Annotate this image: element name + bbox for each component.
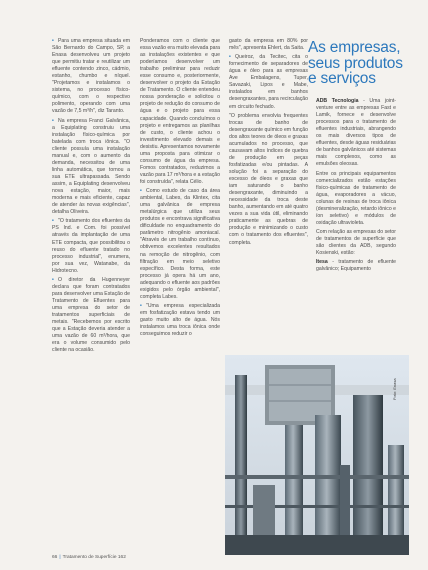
bullet-icon: • — [52, 218, 54, 225]
bullet-icon: • — [140, 188, 142, 195]
paragraph — [140, 303, 220, 338]
paragraph-text: - Uma joint-venture entre as empresas Fast e Lamik, fornece e desenvolve processos para o tratamento de efluentes industriais, abrangendo os mais diversos tipos de efluentes, desde águas residuárias de banhos galvânicos até sistemas mais complexos, como as emulsões oleosas. — [316, 98, 397, 168]
paragraph — [140, 188, 220, 301]
paragraph — [140, 38, 220, 186]
paragraph — [52, 38, 130, 116]
paragraph — [229, 38, 308, 52]
paragraph-text: Ponderamos com o cliente que essa vazão era muito elevada para as instalações existentes e que poderíamos desenvolver um trabalho preliminar para reduzir esse consumo e, posteriormente, desenvolver o projeto da Estação de Tratamento. O cliente entendeu nossa ponderação e solicitou o projeto de redução do consumo de água e o projeto para essa capacidade. Quando concluímos o projeto e entregamos as planilhas de custo, o cliente achou o investimento elevado demais e desistiu. Apresentamos novamente uma proposta para otimizar o consumo de água da empresa. Fomos contratados, reduzimos a vazão para 17 m³/hora e a estação foi construída", relata Célio. — [140, 38, 221, 185]
heading-line: e serviços — [308, 70, 376, 87]
paragraph-text: Para uma empresa situada em São Bernardo do Campo, SP, a Enasa desenvolveu um projeto que permitiu tratar e reutilizar um efluente contendo zinco, cádmio, estanho, chumbo e níquel. "Projetamos e instalamos o sistema, no processo físico-químico, com o respectivo polimento, operando com uma vazão de 7,5 m³/h", diz Taranto. — [52, 38, 130, 115]
paragraph — [229, 54, 308, 110]
text-column-3 — [229, 38, 308, 249]
paragraph — [52, 118, 130, 217]
paragraph-text: Com relação as empresas do setor de tratamentos de superfície que são clientes da ADB, segundo Kosienski, estão: — [316, 229, 397, 257]
text-column-2 — [140, 38, 220, 340]
bullet-icon: • — [52, 276, 54, 283]
paragraph-text: Na empresa Franci Galvânica, a Equiplating construiu uma instalação físico-química por batelada com troca iônica. "O cliente possuía uma instalação manual e, com o aumento da demanda, necessitou de uma linha automática, que tornou a sua ETE ultrapassada. Sendo assim, a Equiplating desenvolveu nova estação, maior, mais moderna e mais eficiente, capaz de atender às novas exigências", detalha Oliveira. — [52, 117, 130, 216]
equipment-photo — [225, 355, 409, 555]
company-name: Itesa — [316, 259, 328, 266]
magazine-name: Tratamento de Superfície 162 — [62, 555, 126, 560]
paragraph — [52, 277, 130, 355]
paragraph — [229, 113, 308, 247]
section-heading — [308, 40, 408, 87]
page-number: 66 — [52, 555, 58, 560]
page-footer — [52, 555, 126, 560]
photo-credit: Foto: Enasa — [392, 378, 397, 400]
paragraph-text: "O problema envolvia frequentes trocas de banho de desengraxante químico em função dos altos teores de óleos e graxas acumulados no processo, que causavam altos índices de quebra de produção em peças fosfatizadas e/ou pintadas. A solução foi a separação do excesso de óleos e graxas que iam saturando o banho desengraxante, diminuindo a necessidade da troca deste banho, aumentando em até quatro vezes a sua vida útil, eliminando praticamente as quebras de produção e minimizando o custo com o tratamento dos efluentes", completa. — [229, 112, 308, 246]
bullet-icon: • — [229, 54, 231, 61]
paragraph-text: - tratamento de efluente galvânico; Equipamento — [316, 259, 396, 273]
paragraph — [316, 229, 396, 257]
paragraph-text: Entre os principais equipamentos comercializados estão estações físico-químicas de tratamento de água, evaporadores a vácuo, colunas de resinas de troca iônica (desmineralização, retardo iônico e íon seletivo) e módulos de oxidação ultravioleta. — [316, 170, 397, 226]
paragraph — [52, 218, 130, 274]
paragraph-text: "O tratamento dos efluentes da PS Ind. e Com. foi possível através da implantação de uma ETE compacta, que possibilitou o reuso do efluente tratado no processo industrial", enumera, por sua vez, Watanabe, da Hidrotecno. — [52, 218, 130, 274]
text-column-1 — [52, 38, 130, 356]
bullet-icon: • — [52, 117, 54, 124]
bullet-icon: • — [140, 302, 142, 309]
paragraph — [316, 259, 396, 273]
bullet-icon: • — [52, 38, 54, 44]
text-column-4 — [316, 98, 396, 276]
heading-line: seus produtos — [308, 54, 403, 72]
paragraph — [316, 171, 396, 227]
paragraph-text: Queiroz, da Tecitec, cita o fornecimento de separadores de água e óleo para as empresas Ave Embalagens, Tuper, Savazaki, Lipos e Mabe, instalados em banhos desengraxantes, para recirculação em circuito fechado. — [229, 54, 308, 110]
footer-separator: | — [59, 555, 61, 560]
heading-line: As empresas, — [308, 39, 401, 56]
paragraph-text: Como estudo de caso da área ambiental, Labes, da Klintex, cita uma galvânica de empresa metalúrgica que utiliza seus produtos e encontrava significativa dificuldade no enquadramento do parâmetro nitrogênio amoniacal. "Através de um trabalho contínuo, obtivemos excelentes resultados na remoção de nitrogênio, com filtração em meio seletivo específico. Desta forma, este processo já opera há um ano, adequando o efluente aos padrões exigidos pelo órgão ambiental", completa Labes. — [140, 188, 220, 300]
paragraph-text: gasto da empresa em 80% por mês", apresenta Ehlert, da Saita. — [229, 38, 308, 52]
paragraph — [316, 98, 396, 168]
company-name: ADB Tecnologia — [316, 98, 359, 104]
paragraph-text: "Uma empresa especializada em fosfatização estava tendo um gasto muito alto de água. Nós instalamos uma troca iônica onde conseguimos reduzir o — [140, 302, 220, 338]
paragraph-text: O diretor da Hugenneyer declara que foram contratados para desenvolver uma Estação de Tratamento de Efluentes para uma empresa do setor de tratamentos superficiais de metais. "Recebemos por escrito que a Estação deveria atender a uma vazão de 60 m³/hora, que era o volume consumido pelo cliente na ocasião. — [52, 276, 131, 354]
